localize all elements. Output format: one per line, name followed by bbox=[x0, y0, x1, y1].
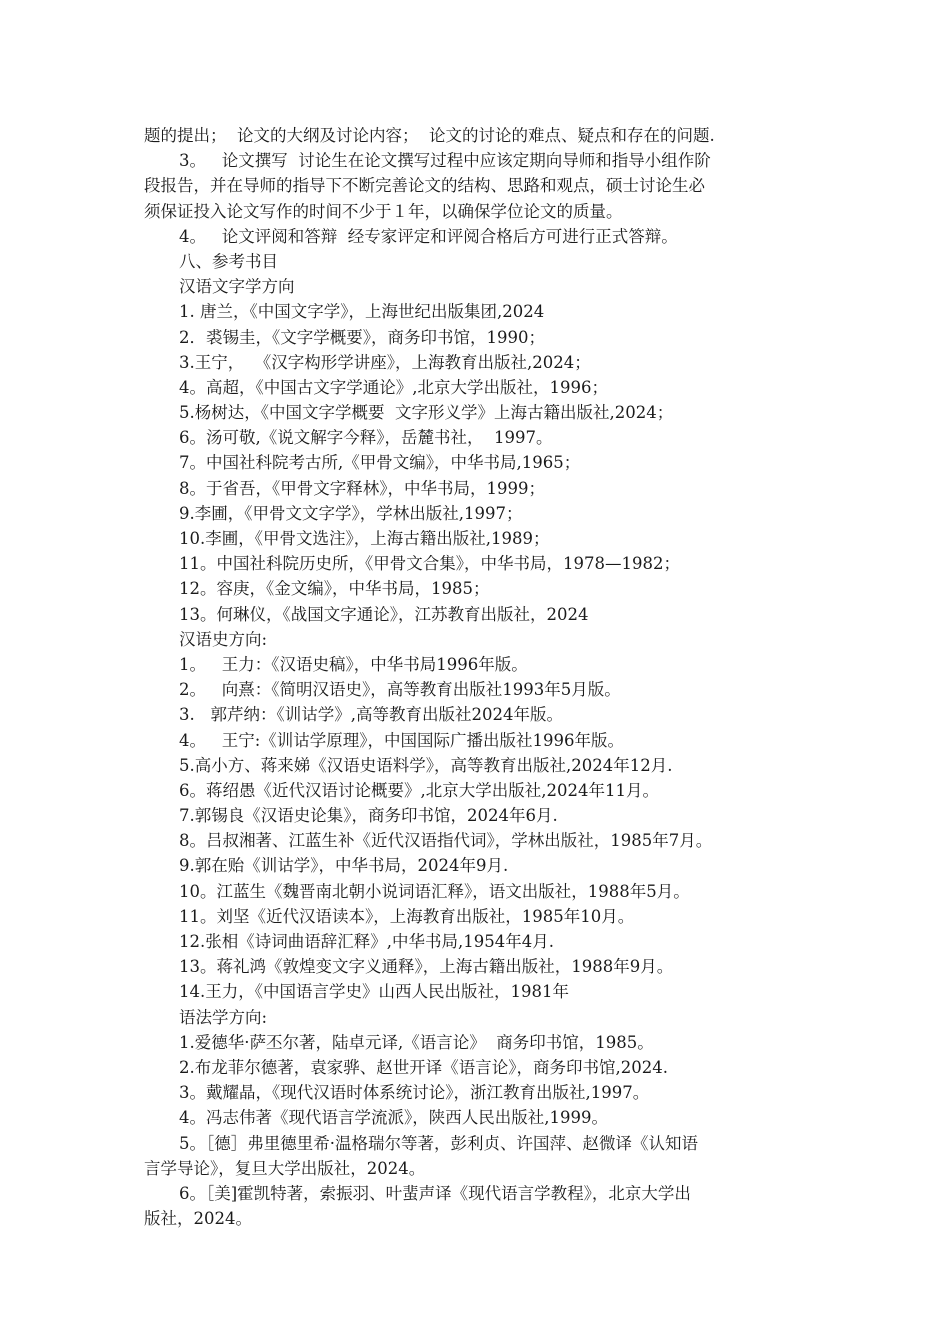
text-line: 题的提出； 论文的大纲及讨论内容； 论文的讨论的难点、疑点和存在的问题. bbox=[144, 126, 715, 145]
text-line: 10。江蓝生《魏晋南北朝小说词语汇释》，语文出版社，1988年5月。 bbox=[179, 881, 690, 901]
text-line: 八、参考书目 bbox=[179, 251, 278, 271]
text-line: 13。何琳仪，《战国文字通论》，江苏教育出版社，2024 bbox=[179, 604, 589, 624]
text-line: 7。中国社科院考古所,《甲骨文编》，中华书局,1965； bbox=[179, 453, 581, 473]
text-line: 14.王力，《中国语言学史》山西人民出版社，1981年 bbox=[179, 982, 569, 1002]
text-line: 9.郭在贻《训诂学》，中华书局，2024年9月. bbox=[179, 856, 509, 876]
text-line: 段报告，并在导师的指导下不断完善论文的结构、思路和观点，硕士讨论生必 bbox=[144, 176, 705, 196]
text-line: 1. 唐兰，《中国文字学》，上海世纪出版集团,2024 bbox=[179, 302, 545, 322]
text-line: 5.高小方、蒋来娣《汉语史语料学》，高等教育出版社,2024年12月. bbox=[179, 755, 673, 775]
text-line: 11。中国社科院历史所，《甲骨文合集》，中华书局，1978—1982； bbox=[179, 554, 680, 574]
text-line: 10.李圃，《甲骨文选注》，上海古籍出版社,1989； bbox=[179, 529, 550, 548]
text-line: 8。于省吾，《甲骨文字释林》，中华书局，1999； bbox=[179, 478, 545, 498]
text-line: 6。［美]霍凯特著，索振羽、叶蜚声译《现代语言学教程》，北京大学出 bbox=[179, 1183, 691, 1203]
text-line: 5。［德］弗里德里希·温格瑞尔等著，彭利贞、许国萍、赵微译《认知语 bbox=[179, 1133, 698, 1153]
text-line: 1.爱德华·萨丕尔著，陆卓元译,《语言论》 商务印书馆，1985。 bbox=[179, 1032, 654, 1052]
text-line: 3。戴耀晶，《现代汉语时体系统讨论》，浙江教育出版社,1997。 bbox=[179, 1083, 650, 1103]
text-line: 9.李圃，《甲骨文文字学》，学林出版社,1997； bbox=[179, 503, 523, 523]
text-line: 3.王宁， 《汉字构形学讲座》，上海教育出版社,2024； bbox=[179, 352, 591, 372]
text-line: 6。汤可敬,《说文解字今释》，岳麓书社， 1997。 bbox=[179, 428, 553, 448]
text-line: 12.张相《诗词曲语辞汇释》,中华书局,1954年4月. bbox=[179, 932, 554, 951]
text-line: 版社，2024。 bbox=[144, 1209, 252, 1229]
text-line: 4。 论文评阅和答辩 经专家评定和评阅合格后方可进行正式答辩。 bbox=[179, 226, 678, 246]
text-line: 6。蒋绍愚《近代汉语讨论概要》,北京大学出版社,2024年11月。 bbox=[179, 780, 659, 800]
text-line: 2.布龙菲尔德著，袁家骅、赵世开译《语言论》，商务印书馆,2024. bbox=[179, 1057, 668, 1077]
text-line: 3. 郭芹纳：《训诂学》,高等教育出版社2024年版。 bbox=[179, 705, 563, 725]
text-line: 4。 王宁:《训诂学原理》，中国国际广播出版社1996年版。 bbox=[179, 730, 625, 750]
text-line: 13。蒋礼鸿《敦煌变文字义通释》，上海古籍出版社，1988年9月。 bbox=[179, 957, 674, 977]
text-line: 2．裘锡圭，《文字学概要》，商务印书馆，1990； bbox=[179, 327, 545, 347]
text-line: 11。刘坚《近代汉语读本》，上海教育出版社，1985年10月。 bbox=[179, 906, 635, 926]
text-line: 8。吕叔湘著、江蓝生补《近代汉语指代词》，学林出版社，1985年7月。 bbox=[179, 831, 713, 851]
text-line: 1。 王力：《汉语史稿》，中华书局1996年版。 bbox=[179, 654, 528, 674]
text-line: 3。 论文撰写 讨论生在论文撰写过程中应该定期向导师和指导小组作阶 bbox=[179, 151, 711, 171]
text-line: 2。 向熹：《简明汉语史》，高等教育出版社1993年5月版。 bbox=[179, 680, 621, 700]
text-line: 汉语文字学方向 bbox=[179, 277, 295, 297]
document-body bbox=[144, 123, 812, 1231]
text-line: 12。容庚，《金文编》，中华书局，1985； bbox=[179, 579, 490, 599]
text-line: 语法学方向: bbox=[179, 1007, 268, 1027]
text-line: 4。高超，《中国古文字学通论》,北京大学出版社，1996； bbox=[179, 377, 608, 397]
text-line: 须保证投入论文写作的时间不少于１年，以确保学位论文的质量。 bbox=[144, 201, 623, 221]
text-line: 7.郭锡良《汉语史论集》，商务印书馆，2024年6月. bbox=[179, 806, 558, 826]
text-line: 言学导论》，复旦大学出版社，2024。 bbox=[144, 1158, 426, 1178]
text-line: 4。冯志伟著《现代语言学流派》，陕西人民出版社,1999。 bbox=[179, 1108, 608, 1128]
text-line: 5.杨树达，《中国文字学概要 文字形义学》上海古籍出版社,2024； bbox=[179, 403, 674, 423]
text-line: 汉语史方向: bbox=[179, 629, 268, 649]
